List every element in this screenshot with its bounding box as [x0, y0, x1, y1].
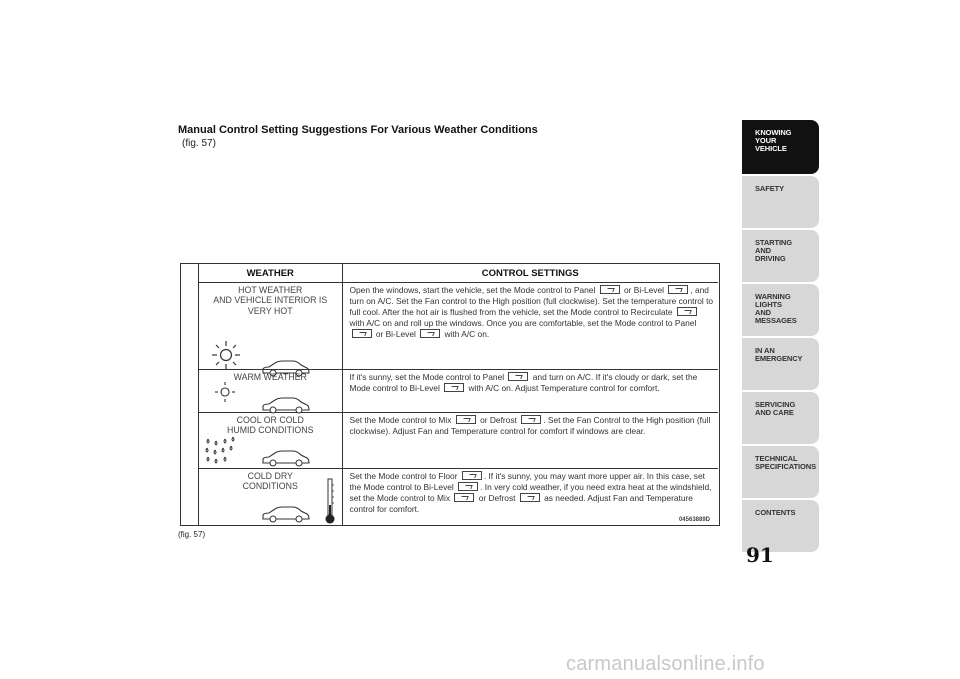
- figure-caption: (fig. 57): [178, 530, 206, 539]
- chapter-tab-in-an-emergency[interactable]: IN AN EMERGENCY: [742, 338, 819, 390]
- settings-text: Open the windows, start the vehicle, set the Mode control to Panel or Bi-Level , and turn on A/C. Set the Fan control to the High position (full clockwise). Set the temperature control to full cool. After the hot air is flushed from the vehicle, set the Mode control to Recirculate with A/C on and roll up the windows. Once you are comfortable, set the Mode control to Panel or Bi-Level with A/C on.: [349, 284, 714, 339]
- sun-icon: [211, 339, 241, 371]
- thermometer-icon: [323, 477, 337, 525]
- panel-mode-icon: [600, 285, 620, 294]
- settings-cell: [342, 468, 718, 526]
- bi-level-mode-icon: [458, 482, 478, 491]
- defrost-mode-icon: [520, 493, 540, 502]
- panel-mode-icon: [508, 372, 528, 381]
- panel-mode-icon: [352, 329, 372, 338]
- car-icon: [261, 396, 311, 414]
- car-icon: [261, 449, 311, 467]
- bi-level-mode-icon: [444, 383, 464, 392]
- weather-name: COOL OR COLD HUMID CONDITIONS: [227, 414, 314, 435]
- settings-cell: [342, 369, 718, 412]
- recirculate-mode-icon: [677, 307, 697, 316]
- chapter-tab-starting-and-driving[interactable]: STARTING AND DRIVING: [742, 230, 819, 282]
- floor-mode-icon: [462, 471, 482, 480]
- settings-cell: [342, 282, 718, 369]
- car-icon: [261, 505, 311, 523]
- table-row: [199, 412, 718, 468]
- bi-level-mode-icon: [668, 285, 688, 294]
- chapter-tab-safety[interactable]: SAFETY: [742, 176, 819, 228]
- weather-name: WARM WEATHER: [233, 371, 307, 382]
- weather-name: HOT WEATHER AND VEHICLE INTERIOR IS VERY HOT: [213, 284, 328, 316]
- chapter-tabs: [742, 120, 819, 554]
- weather-cell: [199, 369, 342, 412]
- figure-code: 04563889D: [678, 517, 710, 523]
- chapter-tab-knowing-your-vehicle[interactable]: KNOWING YOUR VEHICLE: [742, 120, 819, 174]
- watermark-text: carmanualsonline.info: [566, 653, 765, 675]
- settings-text: Set the Mode control to Mix or Defrost . Set the Fan Control to the High position (full clockwise). Adjust Fan and Temperature control for comfort if windows are clear.: [349, 414, 711, 436]
- settings-text: If it's sunny, set the Mode control to Panel and turn on A/C. If it's cloudy or dark, set the Mode control to Bi-Level with A/C on. Adjust Temperature control for comfort.: [349, 371, 698, 393]
- page-number: 91: [746, 543, 774, 567]
- sun-small-icon: [213, 380, 237, 404]
- table-row: [199, 369, 718, 412]
- settings-text: Set the Mode control to Floor . If it's sunny, you may want more upper air. In this case, set the Mode control to Bi-Level . In very cold weather, if you need extra heat at the windshield, set the Mode control to Mix or Defrost as needed. Adjust Fan and Temperature control for comfort.: [349, 470, 712, 514]
- weather-cell: [199, 412, 342, 468]
- mix-mode-icon: [456, 415, 476, 424]
- header-weather: WEATHER: [199, 264, 342, 282]
- chapter-tab-contents[interactable]: CONTENTS: [742, 500, 819, 552]
- chapter-tab-technical-specifications[interactable]: TECHNICAL SPECIFICATIONS: [742, 446, 819, 498]
- weather-cell: [199, 468, 342, 526]
- defrost-mode-icon: [521, 415, 541, 424]
- weather-cell: [199, 282, 342, 369]
- bi-level-mode-icon: [420, 329, 440, 338]
- section-heading: Manual Control Setting Suggestions For Various Weather Conditions: [178, 124, 538, 136]
- figure-reference: (fig. 57): [182, 138, 216, 149]
- table-header-row: [199, 264, 718, 282]
- mix-mode-icon: [454, 493, 474, 502]
- weather-settings-table: [199, 264, 718, 526]
- weather-name: COLD DRY CONDITIONS: [242, 470, 298, 491]
- raindrops-icon: [203, 435, 237, 467]
- weather-settings-figure: [180, 263, 720, 526]
- figure-table-frame: [198, 264, 718, 526]
- chapter-tab-servicing-and-care[interactable]: SERVICING AND CARE: [742, 392, 819, 444]
- table-row: [199, 282, 718, 369]
- chapter-tab-warning-lights-and-messages[interactable]: WARNING LIGHTS AND MESSAGES: [742, 284, 819, 336]
- settings-cell: [342, 412, 718, 468]
- table-row: [199, 468, 718, 526]
- header-control-settings: CONTROL SETTINGS: [342, 264, 718, 282]
